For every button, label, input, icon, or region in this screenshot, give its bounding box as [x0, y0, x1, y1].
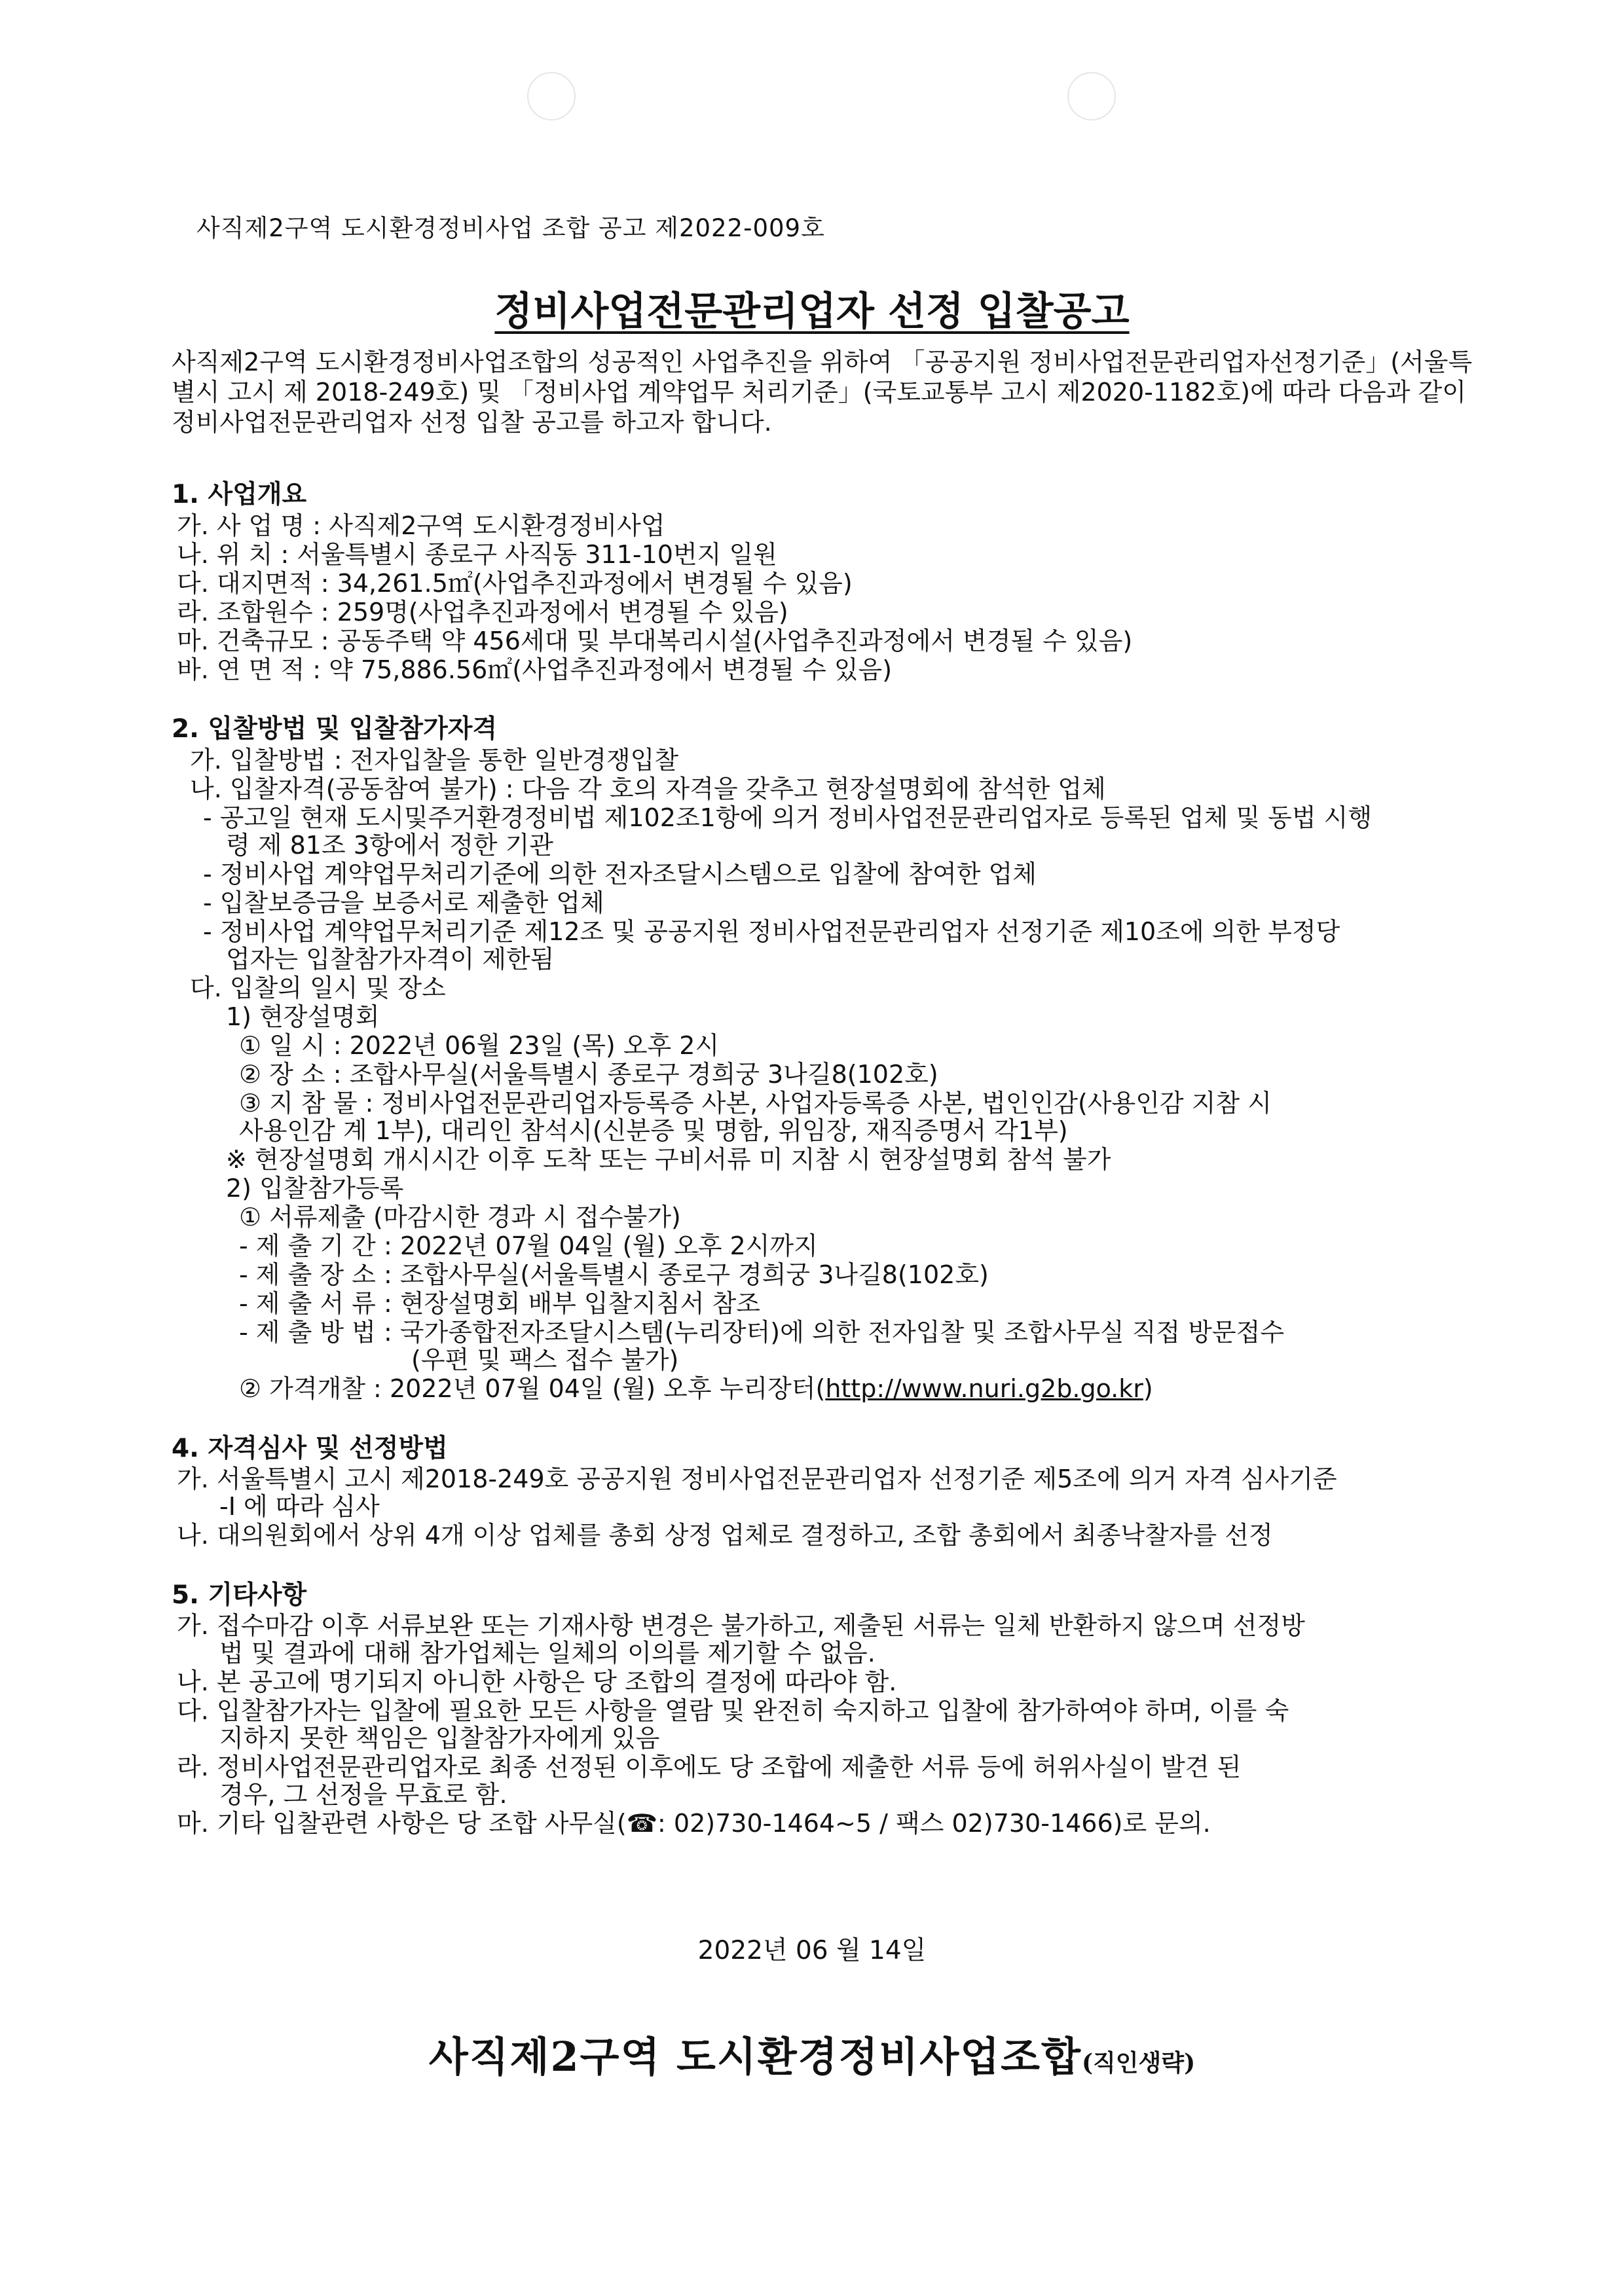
line-text: ① 서류제출 (마감시한 경과 시 접수불가) — [239, 1203, 681, 1231]
body-line — [177, 1668, 896, 1696]
seal-omitted-note: (직인생략) — [1081, 2049, 1196, 2077]
line-text: 가. 사 업 명 : 사직제2구역 도시환경정비사업 — [177, 511, 665, 540]
line-text: - 입찰보증금을 보증서로 제출한 업체 — [203, 888, 604, 917]
line-text: 가. 서울특별시 고시 제2018-249호 공공지원 정비사업전문관리업자 선정기준 제5조에 의거 자격 심사기준 — [177, 1465, 1337, 1493]
line-text: 가. 입찰방법 : 전자입찰을 통한 일반경쟁입찰 — [190, 746, 679, 774]
body-line — [226, 1175, 403, 1202]
line-text: - 제 출 장 소 : 조합사무실(서울특별시 종로구 경희궁 3나길8(102호) — [239, 1260, 989, 1289]
body-line — [239, 1203, 681, 1231]
body-line — [219, 1781, 507, 1808]
body-line — [203, 860, 1037, 888]
line-text: - 정비사업 계약업무처리기준에 의한 전자조달시스템으로 입찰에 참여한 업체 — [203, 860, 1037, 888]
line-text: 2) 입찰참가등록 — [226, 1174, 404, 1203]
page-title — [0, 280, 1624, 337]
body-line — [219, 1493, 380, 1520]
body-line — [190, 775, 1106, 803]
line-text: - 제 출 서 류 : 현장설명회 배부 입찰지침서 참조 — [239, 1289, 760, 1318]
body-line — [177, 1522, 1273, 1549]
line-text: -Ⅰ 에 따라 심사 — [219, 1492, 380, 1521]
line-text: 라. 정비사업전문관리업자로 최종 선정된 이후에도 당 조합에 제출한 서류 등에 허위사실이 발견 된 — [177, 1753, 1242, 1781]
issuer-signature — [0, 2024, 1624, 2083]
body-line — [177, 570, 853, 597]
body-line — [177, 656, 892, 683]
line-text: ② 가격개찰 : 2022년 07월 04일 (월) 오후 누리장터( — [239, 1374, 826, 1403]
body-line — [177, 598, 788, 626]
line-text: 령 제 81조 3항에서 정한 기관 — [226, 831, 554, 860]
line-text: 다. 입찰의 일시 및 장소 — [190, 974, 446, 1002]
body-line — [177, 1697, 1289, 1724]
line-text: 경우, 그 선정을 무효로 함. — [219, 1780, 507, 1809]
line-text: 나. 본 공고에 명기되지 아니한 사항은 당 조합의 결정에 따라야 함. — [177, 1667, 897, 1696]
section-heading — [172, 1582, 306, 1609]
body-line — [239, 1290, 760, 1317]
body-line — [239, 1261, 989, 1288]
line-text: 2. 입찰방법 및 입찰참가자격 — [172, 714, 498, 744]
body-line — [177, 1612, 1305, 1639]
line-text: 나. 입찰자격(공동참여 불가) : 다음 각 호의 자격을 갖추고 현장설명회에 참석한 업체 — [190, 774, 1106, 803]
body-line — [177, 627, 1132, 655]
body-line — [239, 1117, 1068, 1144]
notice-date: 2022년 06 월 14일 — [697, 1936, 927, 1965]
body-line — [226, 1146, 1111, 1173]
issuer-name: 사직제2구역 도시환경정비사업조합 — [428, 2033, 1082, 2081]
line-text: 5. 기타사항 — [172, 1580, 307, 1610]
page-title-text: 정비사업전문관리업자 선정 입찰공고 — [494, 289, 1130, 335]
body-line — [190, 974, 446, 1002]
line-text: (우편 및 팩스 접수 불가) — [411, 1345, 679, 1374]
line-text: 지하지 못한 책임은 입찰참가자에게 있음 — [219, 1724, 660, 1753]
line-text: 다. 입찰참가자는 입찰에 필요한 모든 사항을 열람 및 완전히 숙지하고 입찰에 참가하여야 하며, 이를 숙 — [177, 1696, 1289, 1725]
body-line — [177, 541, 777, 568]
line-text: ① 일 시 : 2022년 06월 23일 (목) 오후 2시 — [239, 1031, 720, 1060]
line-text: 라. 조합원수 : 259명(사업추진과정에서 변경될 수 있음) — [177, 598, 788, 627]
body-line — [239, 1319, 1284, 1346]
body-line — [219, 1724, 659, 1752]
line-text: - 정비사업 계약업무처리기준 제12조 및 공공지원 정비사업전문관리업자 선정기준 제10조에 의한 부정당 — [203, 917, 1340, 946]
body-line — [219, 1639, 876, 1667]
line-text: ② 장 소 : 조합사무실(서울특별시 종로구 경희궁 3나길8(102호) — [239, 1060, 938, 1089]
line-text: 마. 건축규모 : 공동주택 약 456세대 및 부대복리시설(사업추진과정에서 변경될 수 있음) — [177, 627, 1133, 655]
body-line — [177, 1465, 1337, 1493]
section-heading — [172, 716, 497, 743]
section-heading — [172, 481, 306, 509]
body-line — [226, 831, 553, 859]
intro-paragraph: 사직제2구역 도시환경정비사업조합의 성공적인 사업추진을 위하여 「공공지원 정비사업전문관리업자선정기준」(서울특별시 고시 제 2018-249호) 및 「정비사업 계약업무 처리기준」(국토교통부 고시 제2020-1182호)에 따라 다음과 같이 정비사업전문관리업자 선정 입찰 공고를 하고자 합니다. — [172, 348, 1473, 437]
line-text: 1) 현장설명회 — [226, 1002, 380, 1031]
body-line — [411, 1346, 678, 1374]
body-line — [239, 1061, 938, 1088]
line-text: 사용인감 계 1부), 대리인 참석시(신분증 및 명함, 위임장, 재직증명서 각1부) — [239, 1116, 1068, 1145]
body-line — [239, 1089, 1272, 1117]
body-line — [203, 889, 604, 917]
line-text: ③ 지 참 물 : 정비사업전문관리업자등록증 사본, 사업자등록증 사본, 법인인감(사용인감 지참 시 — [239, 1089, 1272, 1118]
body-line — [239, 1232, 818, 1260]
line-text: ※ 현장설명회 개시시간 이후 도착 또는 구비서류 미 지참 시 현장설명회 참석 불가 — [226, 1145, 1111, 1174]
line-text: - 공고일 현재 도시및주거환경정비법 제102조1항에 의거 정비사업전문관리업자로 등록된 업체 및 동법 시행 — [203, 803, 1373, 832]
body-line — [226, 945, 554, 973]
body-line — [239, 1032, 719, 1059]
body-line — [177, 1810, 1211, 1837]
body-line — [190, 746, 678, 774]
body-line — [177, 1753, 1241, 1781]
body-line — [239, 1375, 1153, 1402]
line-text: - 제 출 방 법 : 국가종합전자조달시스템(누리장터)에 의한 전자입찰 및 조합사무실 직접 방문접수 — [239, 1318, 1285, 1347]
line-text: - 제 출 기 간 : 2022년 07월 04일 (월) 오후 2시까지 — [239, 1231, 818, 1260]
line-text: 마. 기타 입찰관련 사항은 당 조합 사무실(☎: 02)730-1464~5 / 팩스 02)730-1466)로 문의. — [177, 1809, 1211, 1838]
line-text: 1. 사업개요 — [172, 480, 307, 509]
body-line — [226, 1003, 380, 1030]
nuri-link[interactable]: http://www.nuri.g2b.go.kr — [825, 1374, 1143, 1403]
line-text: 4. 자격심사 및 선정방법 — [172, 1434, 448, 1463]
line-text: 나. 위 치 : 서울특별시 종로구 사직동 311-10번지 일원 — [177, 540, 777, 569]
body-line — [177, 512, 665, 539]
line-text: 다. 대지면적 : 34,261.5㎡(사업추진과정에서 변경될 수 있음) — [177, 569, 853, 598]
body-line — [203, 918, 1340, 945]
body-line — [203, 804, 1372, 831]
line-text: 바. 연 면 적 : 약 75,886.56㎡(사업추진과정에서 변경될 수 있음) — [177, 655, 893, 684]
line-text-end: ) — [1143, 1374, 1153, 1403]
notice-number: 사직제2구역 도시환경정비사업 조합 공고 제2022-009호 — [196, 214, 825, 242]
section-heading — [172, 1435, 448, 1463]
line-text: 법 및 결과에 대해 참가업체는 일체의 이의를 제기할 수 없음. — [219, 1639, 876, 1667]
line-text: 업자는 입찰참가자격이 제한됨 — [226, 945, 555, 974]
punch-hole-mark — [527, 72, 576, 120]
line-text: 가. 접수마감 이후 서류보완 또는 기재사항 변경은 불가하고, 제출된 서류는 일체 반환하지 않으며 선정방 — [177, 1611, 1305, 1640]
line-text: 나. 대의원회에서 상위 4개 이상 업체를 총회 상정 업체로 결정하고, 조합 총회에서 최종낙찰자를 선정 — [177, 1521, 1273, 1550]
punch-hole-mark — [1067, 72, 1116, 120]
